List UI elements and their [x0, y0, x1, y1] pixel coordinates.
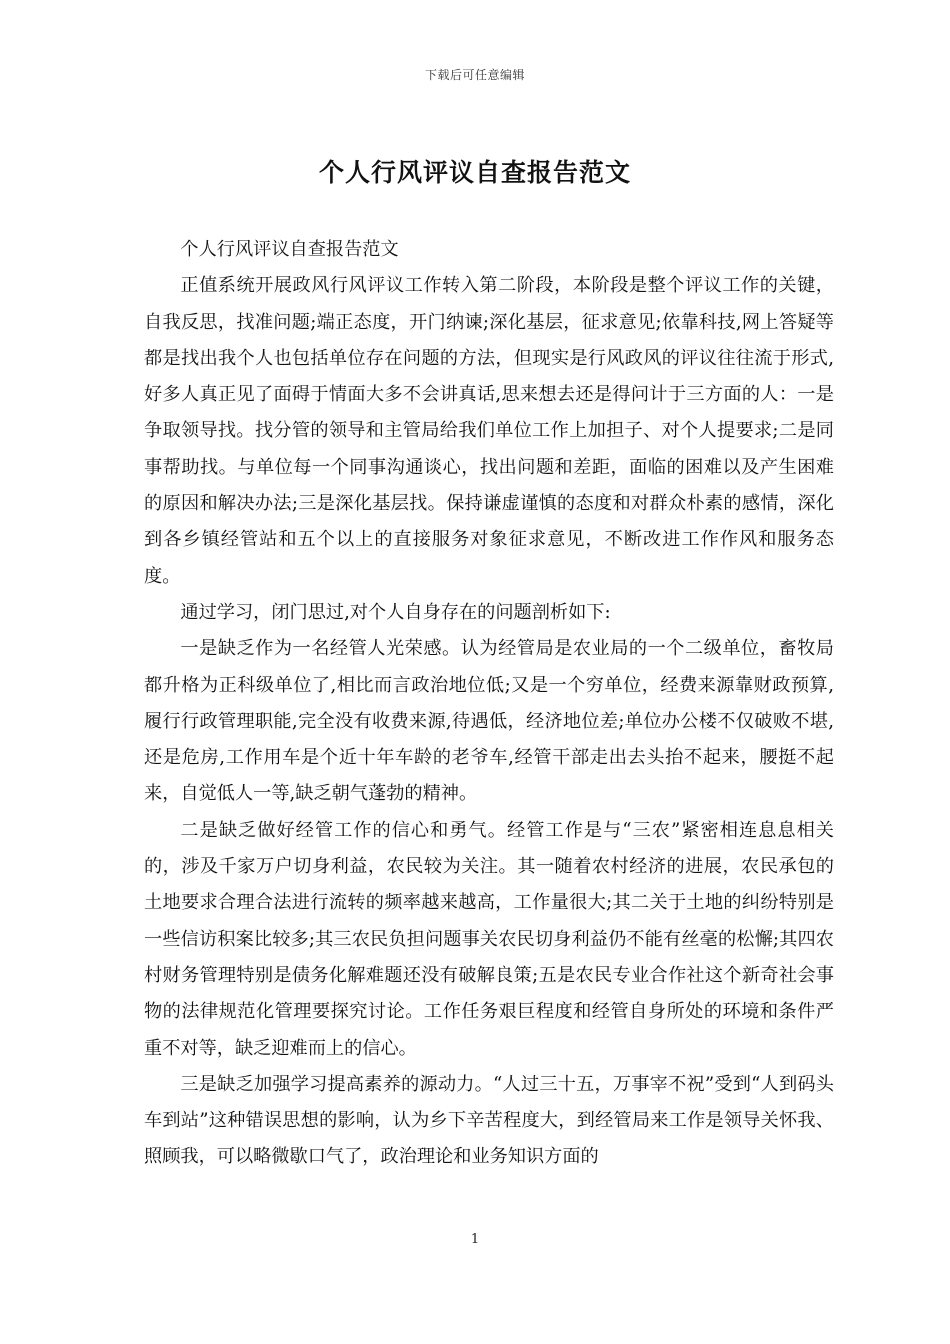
document-body	[144, 232, 834, 1176]
document-title: 个人行风评议自查报告范文	[318, 158, 631, 187]
paragraph-point-3: 三是缺乏加强学习提高素养的源动力。“人过三十五，万事宰不祝”受到“人到码头车到站”这种错误思想的影响，认为乡下辛苦程度大，到经管局来工作是领导关怀我、照顾我，可以略微歇口气了，政治理论和业务知识方面的	[144, 1073, 834, 1168]
paragraph-transition: 通过学习，闭门思过,对个人自身存在的问题剖析如下:	[180, 601, 611, 623]
paragraph-point-2: 二是缺乏做好经管工作的信心和勇气。经管工作是与“三农”紧密相连息息相关的，涉及千家万户切身利益，农民较为关注。其一随着农村经济的进展，农民承包的土地要求合理合法进行流转的频率越来越高，工作量很大;其二关于土地的纠纷特别是一些信访积案比较多;其三农民负担问题事关农民切身利益仍不能有丝毫的松懈;其四农村财务管理特别是债务化解难题还没有破解良策;五是农民专业合作社这个新奇社会事物的法律规范化管理要探究讨论。工作任务艰巨程度和经管自身所处的环境和条件严重不对等，缺乏迎难而上的信心。	[144, 819, 834, 1059]
paragraph-subtitle: 个人行风评议自查报告范文	[180, 239, 399, 260]
header-note: 下载后可任意编辑	[424, 68, 525, 82]
paragraph-intro: 正值系统开展政风行风评议工作转入第二阶段，本阶段是整个评议工作的关键，自我反思，找准问题;端正态度，开门纳谏;深化基层，征求意见;依靠科技,网上答疑等都是找出我个人也包括单位存在问题的方法，但现实是行风政风的评议往往流于形式,好多人真正见了面碍于情面大多不会讲真话,思来想去还是得问计于三方面的人：一是争取领导找。找分管的领导和主管局给我们单位工作上加担子、对个人提要求;二是同事帮助找。与单位每一个同事沟通谈心，找出问题和差距，面临的困难以及产生困难的原因和解决办法;三是深化基层找。保持谦虚谨慎的态度和对群众朴素的感情，深化到各乡镇经管站和五个以上的直接服务对象征求意见，不断改进工作作风和服务态度。	[144, 275, 834, 587]
paragraph-point-1: 一是缺乏作为一名经管人光荣感。认为经管局是农业局的一个二级单位，畜牧局都升格为正科级单位了,相比而言政治地位低;又是一个穷单位，经费来源靠财政预算,履行行政管理职能,完全没有收费来源,待遇低，经济地位差;单位办公楼不仅破败不堪,还是危房,工作用车是个近十年车龄的老爷车,经管干部走出去头抬不起来，腰挺不起来，自觉低人一等,缺乏朝气蓬勃的精神。	[144, 638, 834, 805]
page-number: 1	[470, 1232, 480, 1247]
